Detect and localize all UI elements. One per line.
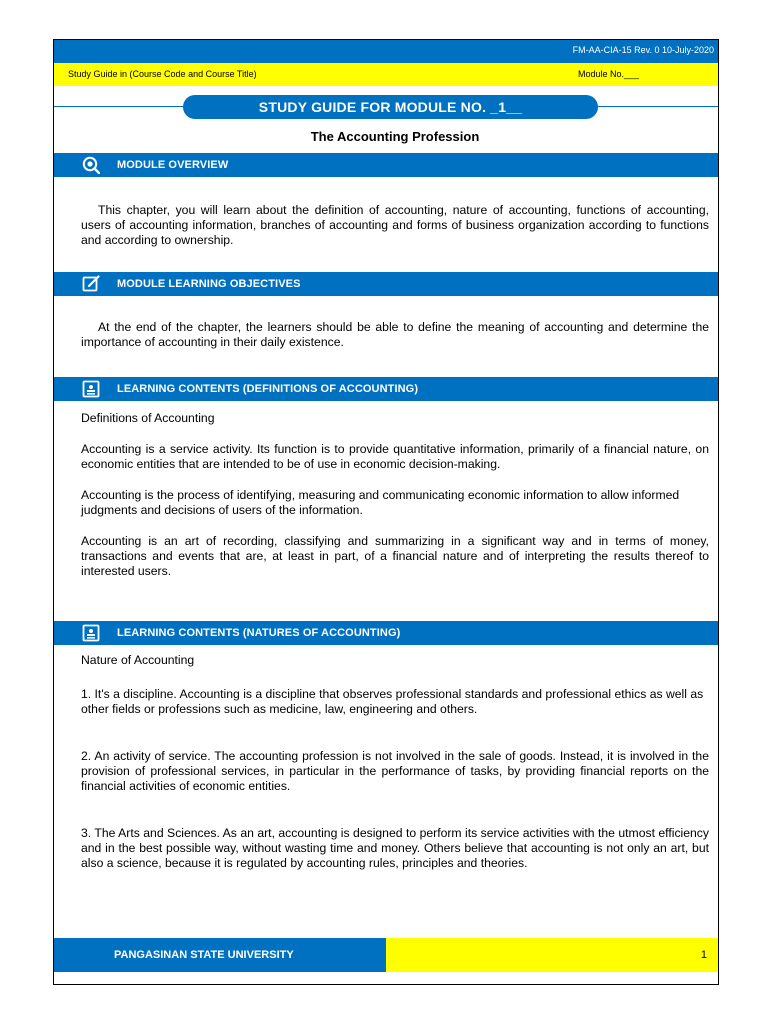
objectives-text: At the end of the chapter, the learners should be able to define the meaning of accounting and determine the importance of accounting in their daily existence. — [81, 320, 709, 349]
overview-text: This chapter, you will learn about the definition of accounting, nature of accounting, functions of accounting, users of accounting information, branches of accounting and forms of business organization according to functions and according to ownership. — [81, 203, 709, 247]
title-rule-right — [596, 106, 718, 107]
contact-card-icon — [82, 624, 100, 642]
footer-page-bar — [386, 938, 718, 972]
magnifier-icon — [82, 156, 100, 174]
section-header-objectives — [54, 272, 718, 296]
section-title-natures: LEARNING CONTENTS (NATURES OF ACCOUNTING) — [117, 627, 401, 639]
nature-paragraph-1: 1. It's a discipline. Accounting is a discipline that observes professional standards and professional ethics as well as other fields or professions such as medicine, law, engineering and others. — [81, 687, 704, 716]
course-bar — [54, 63, 718, 86]
definition-paragraph-1: Accounting is a service activity. Its function is to provide quantitative information, primarily of a financial nature, on economic entities that are intended to be of use in economic decision-making. — [81, 442, 709, 471]
definition-paragraph-3: Accounting is an art of recording, classifying and summarizing in a significant way and in terms of money, transactions and events that are, at least in part, of a financial nature and of interpreting the results thereof to interested users. — [81, 534, 709, 578]
study-guide-title: STUDY GUIDE FOR MODULE NO. _1__ — [183, 95, 598, 119]
section-title-definitions: LEARNING CONTENTS (DEFINITIONS OF ACCOUNTING) — [117, 383, 419, 395]
footer-university-bar — [54, 938, 386, 972]
contact-card-icon — [82, 380, 100, 398]
module-number-label: Module No.___ — [578, 69, 640, 79]
definitions-subtitle: Definitions of Accounting — [81, 411, 215, 425]
definition-paragraph-2: Accounting is the process of identifying, measuring and communicating economic information to allow informed judgments and decisions of users of the information. — [81, 488, 680, 517]
nature-paragraph-3: 3. The Arts and Sciences. As an art, accounting is designed to perform its service activities with the utmost efficiency and in the best possible way, without wasting time and money. Others believe that accounting is not only an art, but also a science, because it is regulated by accounting rules, principles and theories. — [81, 826, 709, 870]
section-title-objectives: MODULE LEARNING OBJECTIVES — [117, 278, 301, 290]
course-label: Study Guide in (Course Code and Course Title) — [68, 69, 257, 79]
page-number: 1 — [700, 949, 707, 961]
university-name: PANGASINAN STATE UNIVERSITY — [114, 949, 294, 961]
title-rule-left — [54, 106, 184, 107]
section-header-definitions — [54, 377, 718, 401]
natures-subtitle: Nature of Accounting — [81, 653, 195, 667]
edit-icon — [82, 275, 100, 293]
form-code: FM-AA-CIA-15 Rev. 0 10-July-2020 — [572, 45, 714, 55]
nature-paragraph-2: 2. An activity of service. The accounting profession is not involved in the sale of goods. Instead, it is involved in the provision of professional services, in particular in the performance of tasks, by providing financial reports on the financial activities of economic entities. — [81, 749, 709, 793]
document-title: The Accounting Profession — [310, 129, 480, 144]
section-header-natures — [54, 621, 718, 645]
header-bar — [54, 40, 718, 63]
section-title-overview: MODULE OVERVIEW — [117, 159, 229, 171]
section-header-overview — [54, 153, 718, 177]
